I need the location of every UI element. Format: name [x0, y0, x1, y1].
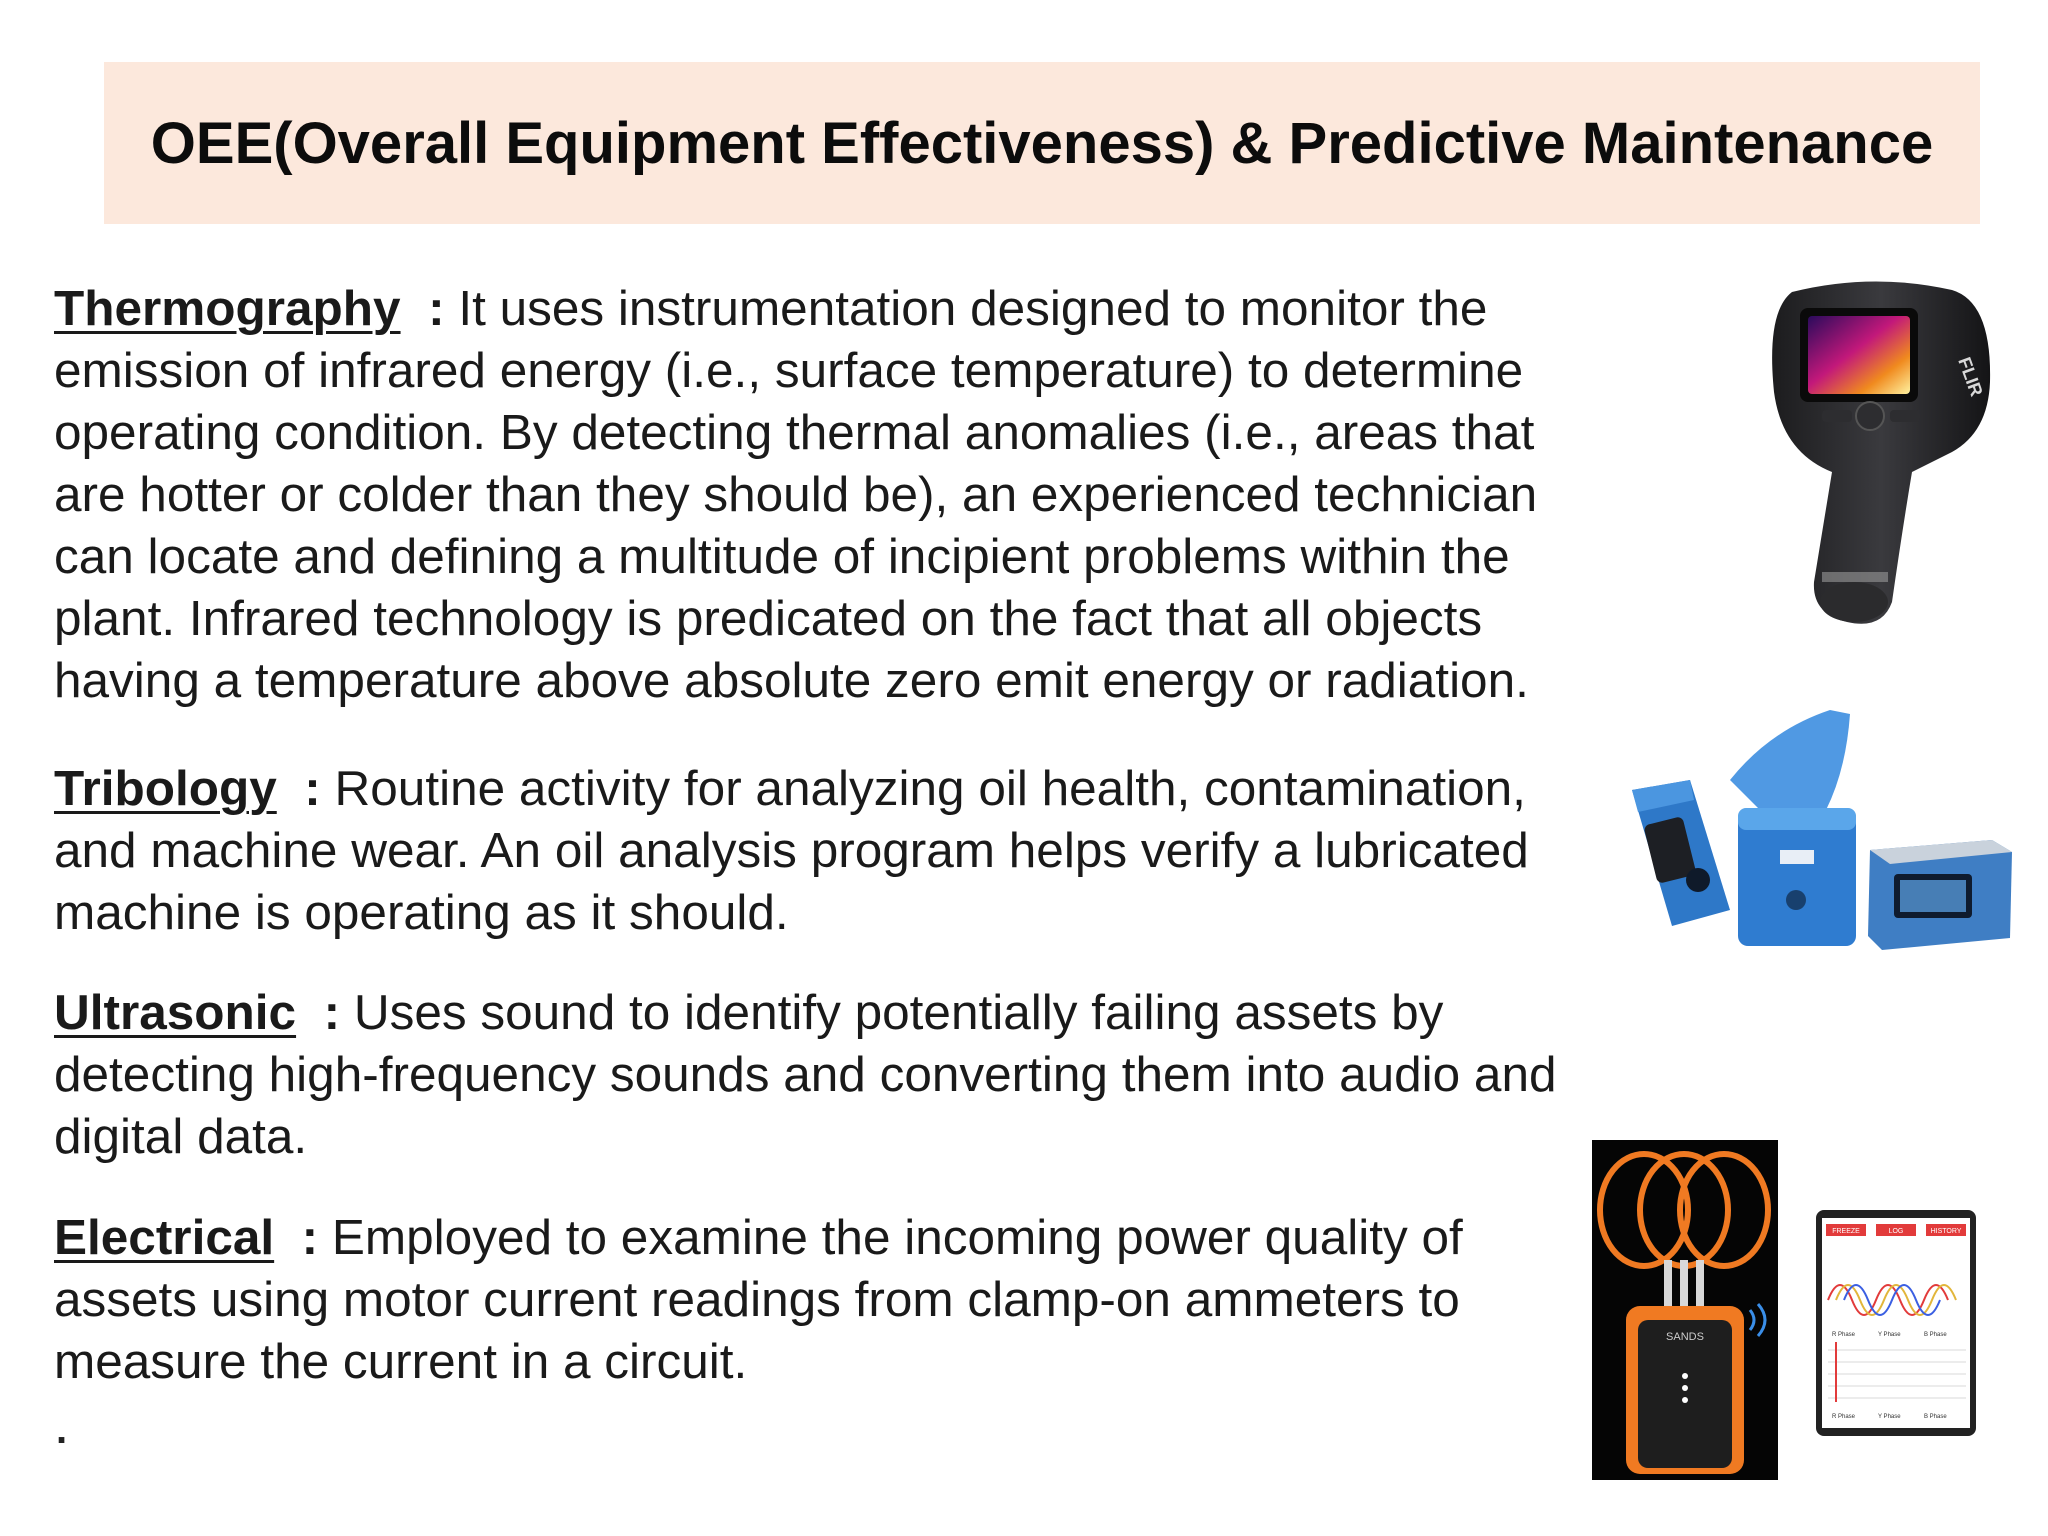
paragraph-line: Employed to examine the incoming power quality of	[331, 1210, 1463, 1265]
term-separator: :	[301, 1210, 319, 1265]
thermography-paragraph	[54, 278, 1537, 712]
paragraph-line: can locate and defining a multitude of incipient problems within the	[54, 529, 1510, 584]
oil-analysis-devices-image	[1620, 700, 2016, 960]
paragraph-line: measure the current in a circuit.	[54, 1334, 748, 1389]
sensor-brand-label: SANDS	[1666, 1331, 1704, 1343]
current-sensor-image	[1592, 1140, 1778, 1480]
trailing-mark: .	[56, 1408, 68, 1452]
tablet-legend-label: Y Phase	[1878, 1414, 1901, 1420]
paragraph-line: assets using motor current readings from clamp-on ammeters to	[54, 1272, 1460, 1327]
paragraph-line: detecting high-frequency sounds and converting them into audio and	[54, 1047, 1557, 1102]
paragraph-line: plant. Infrared technology is predicated on the fact that all objects	[54, 591, 1483, 646]
term-separator: :	[428, 281, 445, 336]
paragraph-line: Routine activity for analyzing oil health, contamination,	[334, 761, 1526, 816]
term-separator: :	[323, 985, 341, 1040]
tablet-waveform-image	[1816, 1210, 1976, 1436]
tablet-button-label: LOG	[1888, 1228, 1904, 1235]
tablet-legend-label: R Phase	[1832, 1332, 1856, 1338]
term-ultrasonic: Ultrasonic	[54, 985, 297, 1040]
paragraph-line: operating condition. By detecting thermal anomalies (i.e., areas that	[54, 405, 1535, 460]
tribology-paragraph	[54, 758, 1529, 944]
term-tribology: Tribology	[54, 761, 277, 816]
page-title: OEE(Overall Equipment Effectiveness) & Predictive Maintenance	[150, 110, 1934, 176]
paragraph-line: digital data.	[54, 1109, 308, 1164]
tablet-legend-label: B Phase	[1924, 1332, 1947, 1338]
ultrasonic-paragraph	[54, 982, 1557, 1168]
paragraph-line: machine is operating as it should.	[54, 885, 789, 940]
paragraph-line: are hotter or colder than they should be), an experienced technician	[54, 467, 1538, 522]
title-band	[104, 62, 1980, 224]
paragraph-line: emission of infrared energy (i.e., surface temperature) to determine	[54, 343, 1524, 398]
term-electrical: Electrical	[54, 1210, 275, 1265]
paragraph-line: Uses sound to identify potentially failing assets by	[353, 985, 1444, 1040]
tablet-legend-label: B Phase	[1924, 1414, 1947, 1420]
tablet-legend-label: R Phase	[1832, 1414, 1856, 1420]
term-thermography: Thermography	[54, 281, 401, 336]
electrical-paragraph	[54, 1207, 1463, 1393]
tablet-button-label: FREEZE	[1832, 1228, 1860, 1235]
tablet-button-label: HISTORY	[1930, 1228, 1962, 1235]
tablet-legend-label: Y Phase	[1878, 1332, 1901, 1338]
term-separator: :	[304, 761, 321, 816]
thermal-camera-image	[1752, 272, 1998, 634]
paragraph-line: It uses instrumentation designed to monitor the	[458, 281, 1488, 336]
camera-brand-label: FLIR	[1954, 354, 1987, 399]
paragraph-line: and machine wear. An oil analysis program helps verify a lubricated	[54, 823, 1529, 878]
paragraph-line: having a temperature above absolute zero emit energy or radiation.	[54, 653, 1529, 708]
